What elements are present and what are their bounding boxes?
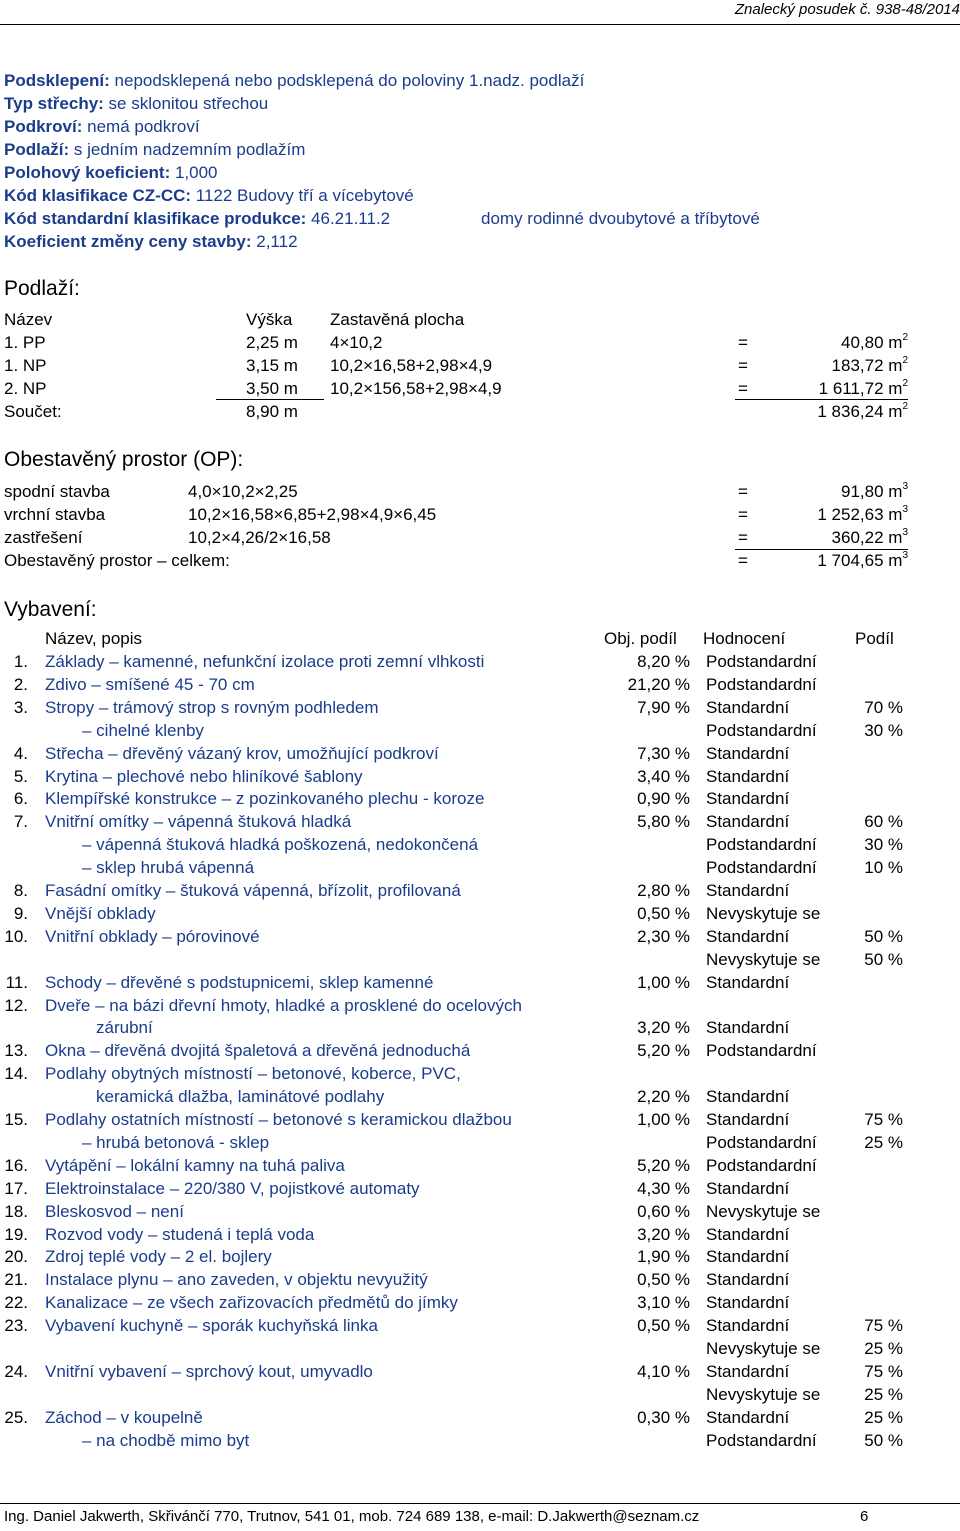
info-label: Podlaží: bbox=[4, 140, 70, 159]
equipment-portion: 25 % bbox=[864, 1407, 903, 1427]
equipment-rating: Standardní bbox=[706, 743, 790, 763]
floor-name: 1. PP bbox=[4, 333, 46, 352]
info-row bbox=[4, 94, 268, 114]
equipment-number: 21. bbox=[4, 1270, 28, 1290]
equipment-description: Elektroinstalace – 220/380 V, pojistkové automaty bbox=[45, 1178, 420, 1198]
equipment-rating: Standardní bbox=[706, 1178, 790, 1198]
volume-value bbox=[817, 505, 908, 525]
volume-eq: = bbox=[738, 505, 748, 524]
equipment-rating: Standardní bbox=[706, 1361, 790, 1381]
equipment-description: Rozvod vody – studená i teplá voda bbox=[45, 1224, 315, 1244]
floor-eq: = bbox=[738, 333, 748, 352]
equipment-share: 5,80 % bbox=[637, 812, 690, 832]
volume-total-label: Obestavěný prostor – celkem: bbox=[4, 551, 230, 570]
floors-sum-area-exponent: 2 bbox=[902, 401, 908, 412]
equipment-rating: Podstandardní bbox=[706, 835, 817, 855]
volume-total-value bbox=[817, 551, 908, 571]
equipment-share: 5,20 % bbox=[637, 1041, 690, 1061]
equipment-number: 12. bbox=[4, 995, 28, 1015]
floor-eq: = bbox=[738, 356, 748, 375]
info-value: nemá podkroví bbox=[82, 117, 200, 136]
floors-col-name: Název bbox=[4, 310, 53, 329]
info-row bbox=[4, 186, 414, 206]
equipment-description: – na chodbě mimo byt bbox=[82, 1430, 250, 1450]
equipment-number: 20. bbox=[4, 1247, 28, 1267]
equipment-number: 7. bbox=[13, 812, 28, 832]
volume-sum-rule bbox=[735, 549, 908, 550]
equipment-rating: Nevyskytuje se bbox=[706, 1384, 821, 1404]
volume-eq: = bbox=[738, 482, 748, 501]
volume-calc: 10,2×16,58×6,85+2,98×4,9×6,45 bbox=[188, 505, 437, 524]
equipment-description: Vnitřní vybavení – sprchový kout, umyvadlo bbox=[45, 1361, 373, 1381]
info-label: Podsklepení: bbox=[4, 71, 110, 90]
equipment-col-rating: Hodnocení bbox=[703, 629, 786, 648]
equipment-number: 11. bbox=[5, 972, 28, 992]
equipment-rating: Standardní bbox=[706, 1018, 790, 1038]
equipment-rating: Podstandardní bbox=[706, 652, 817, 671]
equipment-description: – cihelné klenby bbox=[82, 720, 204, 740]
floor-calc: 10,2×156,58+2,98×4,9 bbox=[330, 379, 502, 398]
info-value: nepodsklepená nebo podsklepená do poloviny 1.nadz. podlaží bbox=[109, 71, 585, 90]
equipment-description: Vnější obklady bbox=[45, 903, 156, 923]
equipment-description: Vnitřní omítky – vápenná štuková hladká bbox=[45, 812, 352, 832]
equipment-rating: Standardní bbox=[706, 1224, 790, 1244]
footer-text: Ing. Daniel Jakwerth, Skřivánčí 770, Trutnov, 541 01, mob. 724 689 138, e-mail: D.Jakwerth@seznam.cz bbox=[4, 1508, 700, 1525]
equipment-description: Kanalizace – ze všech zařizovacích předmětů do jímky bbox=[45, 1293, 458, 1313]
floor-name: 1. NP bbox=[4, 356, 47, 375]
floor-area bbox=[819, 379, 908, 399]
info-row bbox=[4, 117, 200, 137]
volume-calc: 10,2×4,26/2×16,58 bbox=[188, 528, 331, 547]
equipment-description: Fasádní omítky – štuková vápenná, břízolit, profilovaná bbox=[45, 881, 461, 900]
equipment-rating: Podstandardní bbox=[706, 674, 817, 694]
floor-eq: = bbox=[738, 379, 748, 398]
volume-value bbox=[832, 528, 908, 548]
equipment-portion: 50 % bbox=[864, 926, 903, 946]
equipment-description: Klempířské konstrukce – z pozinkovaného plechu - koroze bbox=[45, 789, 485, 809]
floor-area bbox=[832, 356, 908, 376]
volume-value-exponent: 3 bbox=[902, 504, 908, 515]
equipment-portion: 50 % bbox=[864, 949, 903, 969]
equipment-portion: 75 % bbox=[864, 1361, 903, 1381]
equipment-portion: 60 % bbox=[864, 812, 903, 832]
equipment-rating: Standardní bbox=[706, 766, 790, 786]
floors-area-sum-rule bbox=[735, 399, 908, 400]
built-volume-title: Obestavěný prostor (OP): bbox=[4, 448, 244, 471]
volume-total-eq: = bbox=[738, 551, 748, 570]
equipment-portion: 30 % bbox=[864, 720, 903, 740]
floor-area-value: 1 611,72 m bbox=[818, 379, 903, 398]
equipment-share: 0,60 % bbox=[637, 1201, 690, 1221]
equipment-rating: Podstandardní bbox=[706, 1155, 817, 1175]
info-value: 2,112 bbox=[251, 232, 298, 251]
volume-eq: = bbox=[738, 528, 748, 547]
volume-value bbox=[841, 482, 908, 502]
equipment-share: 8,20 % bbox=[637, 652, 690, 671]
volume-total-value-value: 1 704,65 m bbox=[817, 551, 903, 570]
equipment-number: 10. bbox=[4, 926, 28, 946]
equipment-description: Okna – dřevěná dvojitá špaletová a dřevěná jednoduchá bbox=[45, 1041, 471, 1061]
equipment-description: Instalace plynu – ano zaveden, v objektu nevyužitý bbox=[45, 1270, 428, 1290]
equipment-description: Stropy – trámový strop s rovným podhledem bbox=[45, 697, 379, 717]
equipment-description: Bleskosvod – není bbox=[45, 1201, 184, 1221]
equipment-share: 7,30 % bbox=[637, 743, 690, 763]
equipment-share: 3,40 % bbox=[637, 766, 690, 786]
equipment-share: 2,20 % bbox=[637, 1087, 690, 1107]
equipment-rating: Standardní bbox=[706, 812, 790, 832]
equipment-share: 0,50 % bbox=[637, 903, 690, 923]
equipment-rating: Nevyskytuje se bbox=[706, 1201, 821, 1221]
equipment-number: 24. bbox=[4, 1361, 28, 1381]
equipment-share: 3,20 % bbox=[637, 1018, 690, 1038]
equipment-portion: 70 % bbox=[864, 697, 903, 717]
equipment-share: 5,20 % bbox=[637, 1155, 690, 1175]
equipment-description: Vytápění – lokální kamny na tuhá paliva bbox=[45, 1155, 345, 1175]
equipment-rating: Nevyskytuje se bbox=[706, 903, 821, 923]
equipment-share: 0,90 % bbox=[637, 789, 690, 809]
info-row bbox=[4, 140, 305, 160]
equipment-share: 21,20 % bbox=[627, 674, 690, 694]
equipment-number: 4. bbox=[13, 743, 28, 763]
equipment-share: 0,50 % bbox=[637, 1270, 690, 1290]
equipment-share: 4,30 % bbox=[637, 1178, 690, 1198]
info-value: 46.21.11.2 bbox=[306, 209, 391, 228]
floors-sum-label: Součet: bbox=[4, 402, 62, 421]
equipment-number: 1. bbox=[13, 652, 28, 671]
equipment-col-share: Obj. podíl bbox=[604, 629, 677, 648]
volume-calc: 4,0×10,2×2,25 bbox=[188, 482, 298, 501]
floor-area-value: 40,80 m bbox=[841, 333, 903, 352]
volume-value-exponent: 3 bbox=[902, 481, 908, 492]
equipment-description: Střecha – dřevěný vázaný krov, umožňující podkroví bbox=[45, 743, 439, 763]
equipment-description: – sklep hrubá vápenná bbox=[82, 858, 255, 878]
floor-calc: 4×10,2 bbox=[330, 333, 383, 352]
equipment-description: Záchod – v koupelně bbox=[45, 1407, 203, 1427]
info-value: 1122 Budovy tří a vícebytové bbox=[191, 186, 414, 205]
equipment-portion: 25 % bbox=[864, 1384, 903, 1404]
equipment-share: 3,10 % bbox=[637, 1293, 690, 1313]
equipment-portion: 75 % bbox=[864, 1110, 903, 1129]
volume-name: vrchní stavba bbox=[4, 505, 106, 524]
equipment-share: 2,30 % bbox=[637, 926, 690, 946]
equipment-share: 1,00 % bbox=[637, 1110, 690, 1129]
volume-value-value: 1 252,63 m bbox=[817, 505, 903, 524]
equipment-portion: 75 % bbox=[864, 1316, 903, 1336]
equipment-number: 25. bbox=[4, 1407, 28, 1427]
floor-area-exponent: 2 bbox=[902, 332, 908, 343]
equipment-number: 8. bbox=[13, 881, 28, 900]
equipment-portion: 25 % bbox=[864, 1132, 903, 1152]
equipment-rating: Podstandardní bbox=[706, 858, 817, 878]
floors-height-sum-rule bbox=[216, 399, 324, 400]
floor-calc: 10,2×16,58+2,98×4,9 bbox=[330, 356, 493, 375]
equipment-description: Schody – dřevěné s podstupnicemi, sklep kamenné bbox=[45, 972, 434, 992]
equipment-rating: Podstandardní bbox=[706, 1132, 817, 1152]
info-extra: domy rodinné dvoubytové a tříbytové bbox=[481, 209, 760, 228]
equipment-number: 23. bbox=[4, 1316, 28, 1336]
floor-height: 3,15 m bbox=[246, 356, 298, 375]
floor-area bbox=[841, 333, 908, 353]
equipment-number: 13. bbox=[4, 1041, 28, 1061]
equipment-share: 4,10 % bbox=[637, 1361, 690, 1381]
equipment-description: – hrubá betonová - sklep bbox=[82, 1132, 270, 1152]
volume-value-value: 360,22 m bbox=[831, 528, 903, 547]
info-label: Kód klasifikace CZ-CC: bbox=[4, 186, 192, 205]
equipment-rating: Standardní bbox=[706, 1316, 790, 1336]
equipment-rating: Standardní bbox=[706, 789, 790, 809]
equipment-number: 18. bbox=[4, 1201, 28, 1221]
equipment-rating: Standardní bbox=[706, 1293, 790, 1313]
equipment-number: 15. bbox=[4, 1110, 28, 1129]
equipment-description: Podlahy ostatních místností – betonové s keramickou dlažbou bbox=[45, 1110, 512, 1129]
floors-sum-area-value: 1 836,24 m bbox=[817, 402, 903, 421]
equipment-description: keramická dlažba, laminátové podlahy bbox=[96, 1087, 385, 1107]
equipment-description: – vápenná štuková hladká poškozená, nedokončená bbox=[82, 835, 479, 855]
info-label: Polohový koeficient: bbox=[4, 163, 171, 182]
equipment-share: 3,20 % bbox=[637, 1224, 690, 1244]
floors-title: Podlaží: bbox=[4, 277, 80, 300]
equipment-rating: Standardní bbox=[706, 697, 790, 717]
equipment-number: 22. bbox=[4, 1293, 28, 1313]
equipment-number: 6. bbox=[13, 789, 28, 809]
equipment-portion: 10 % bbox=[864, 858, 903, 878]
equipment-number: 19. bbox=[4, 1224, 28, 1244]
equipment-rating: Standardní bbox=[706, 972, 790, 992]
info-row bbox=[4, 209, 390, 229]
equipment-col-portion: Podíl bbox=[855, 629, 894, 648]
equipment-rating: Nevyskytuje se bbox=[706, 949, 821, 969]
equipment-description: Vnitřní obklady – pórovinové bbox=[45, 926, 260, 946]
equipment-title: Vybavení: bbox=[4, 598, 97, 621]
equipment-number: 3. bbox=[13, 697, 28, 717]
info-label: Koeficient změny ceny stavby: bbox=[4, 232, 252, 251]
equipment-number: 17. bbox=[4, 1178, 28, 1198]
info-value: se sklonitou střechou bbox=[103, 94, 269, 113]
info-value: 1,000 bbox=[170, 163, 218, 182]
info-label: Typ střechy: bbox=[4, 94, 104, 113]
volume-name: zastřešení bbox=[4, 528, 83, 547]
equipment-rating: Standardní bbox=[706, 1270, 790, 1290]
equipment-rating: Podstandardní bbox=[706, 1041, 817, 1061]
equipment-description: Vybavení kuchyně – sporák kuchyňská linka bbox=[45, 1316, 378, 1336]
equipment-share: 1,90 % bbox=[637, 1247, 690, 1267]
info-label: Kód standardní klasifikace produkce: bbox=[4, 209, 307, 228]
page-number: 6 bbox=[860, 1508, 869, 1525]
equipment-description: Zdivo – smíšené 45 - 70 cm bbox=[45, 674, 255, 694]
equipment-description: zárubní bbox=[96, 1018, 153, 1038]
equipment-rating: Standardní bbox=[706, 1087, 790, 1107]
header-rule bbox=[0, 24, 960, 25]
equipment-rating: Standardní bbox=[706, 1110, 790, 1129]
floor-area-value: 183,72 m bbox=[831, 356, 903, 375]
floor-height: 2,25 m bbox=[246, 333, 298, 352]
equipment-rating: Standardní bbox=[706, 926, 790, 946]
equipment-rating: Podstandardní bbox=[706, 720, 817, 740]
floor-name: 2. NP bbox=[4, 379, 47, 398]
equipment-number: 5. bbox=[13, 766, 28, 786]
floors-sum-height: 8,90 m bbox=[246, 402, 298, 421]
info-label: Podkroví: bbox=[4, 117, 83, 136]
equipment-description: Dveře – na bázi dřevní hmoty, hladké a prosklené do ocelových bbox=[45, 995, 522, 1015]
equipment-description: Zdroj teplé vody – 2 el. bojlery bbox=[45, 1247, 272, 1267]
volume-total-value-exponent: 3 bbox=[902, 550, 908, 561]
equipment-col-desc: Název, popis bbox=[45, 629, 143, 648]
equipment-rating: Standardní bbox=[706, 1407, 790, 1427]
equipment-number: 9. bbox=[13, 903, 28, 923]
info-row bbox=[4, 163, 218, 183]
equipment-description: Základy – kamenné, nefunkční izolace proti zemní vlhkosti bbox=[45, 652, 485, 671]
equipment-share: 0,30 % bbox=[637, 1407, 690, 1427]
equipment-number: 2. bbox=[13, 674, 28, 694]
equipment-portion: 30 % bbox=[864, 835, 903, 855]
equipment-rating: Standardní bbox=[706, 881, 790, 900]
equipment-portion: 25 % bbox=[864, 1339, 903, 1358]
equipment-portion: 50 % bbox=[864, 1430, 903, 1450]
equipment-share: 1,00 % bbox=[637, 972, 690, 992]
info-value: s jedním nadzemním podlažím bbox=[69, 140, 306, 159]
volume-value-exponent: 3 bbox=[902, 527, 908, 538]
equipment-rating: Nevyskytuje se bbox=[706, 1339, 821, 1358]
floors-col-area: Zastavěná plocha bbox=[330, 310, 465, 329]
floors-sum-area bbox=[817, 402, 908, 422]
equipment-number: 16. bbox=[4, 1155, 28, 1175]
equipment-description: Krytina – plechové nebo hliníkové šablony bbox=[45, 766, 363, 786]
floor-height: 3,50 m bbox=[246, 379, 298, 398]
floor-area-exponent: 2 bbox=[902, 378, 908, 389]
info-row bbox=[4, 232, 298, 252]
volume-name: spodní stavba bbox=[4, 482, 110, 501]
equipment-description: Podlahy obytných místností – betonové, koberce, PVC, bbox=[45, 1064, 461, 1084]
volume-value-value: 91,80 m bbox=[841, 482, 903, 501]
info-row bbox=[4, 71, 584, 91]
equipment-number: 14. bbox=[4, 1064, 28, 1084]
equipment-share: 7,90 % bbox=[637, 697, 690, 717]
floors-col-height: Výška bbox=[246, 310, 293, 329]
document-header: Znalecký posudek č. 938-48/2014 bbox=[734, 1, 960, 18]
floor-area-exponent: 2 bbox=[902, 355, 908, 366]
equipment-rating: Podstandardní bbox=[706, 1430, 817, 1450]
footer-rule bbox=[0, 1503, 960, 1504]
equipment-rating: Standardní bbox=[706, 1247, 790, 1267]
equipment-share: 2,80 % bbox=[637, 881, 690, 900]
equipment-share: 0,50 % bbox=[637, 1316, 690, 1336]
